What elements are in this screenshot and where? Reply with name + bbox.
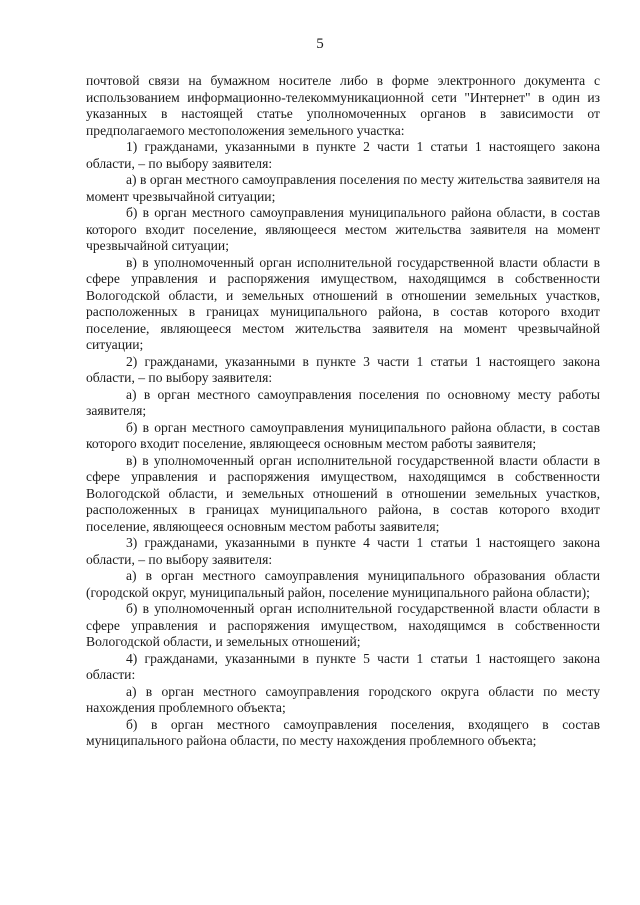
paragraph-item-4b: б) в орган местного самоуправления поселения, входящего в состав муниципального района области, по месту нахождения проблемного объекта; [86,716,600,748]
document-body [86,73,600,750]
paragraph-item-1v: в) в уполномоченный орган исполнительной государственной власти области в сфере управления и распоряжения имуществом, находящимся в собственности Вологодской области, и земельных отношений в отношении земельных участков, расположенных в границах муниципального района, в состав которого входит поселение, являющееся местом жительства заявителя на момент чрезвычайной ситуации; [86,254,600,352]
paragraph-intro-continuation: почтовой связи на бумажном носителе либо в форме электронного документа с использованием информационно-телекоммуникационной сети "Интернет" в один из указанных в настоящей статье уполномоченных органов в зависимости от предполагаемого местоположения земельного участка: [86,73,600,138]
paragraph-item-3a: а) в орган местного самоуправления муниципального образования области (городской округ, муниципальный район, поселение муниципального района области); [86,568,600,600]
paragraph-item-2b: б) в орган местного самоуправления муниципального района области, в состав которого входит поселение, являющееся основным местом работы заявителя; [86,419,600,451]
paragraph-item-2a: а) в орган местного самоуправления поселения по основному месту работы заявителя; [86,386,600,418]
paragraph-item-1b: б) в орган местного самоуправления муниципального района области, в состав которого входит поселение, являющееся местом жительства заявителя на момент чрезвычайной ситуации; [86,205,600,253]
page-number: 5 [316,36,324,52]
paragraph-item-2v: в) в уполномоченный орган исполнительной государственной власти области в сфере управления и распоряжения имуществом, находящимся в собственности Вологодской области, и земельных отношений в отношении земельных участков, расположенных в границах муниципального района, в состав которого входит поселение, являющееся основным местом работы заявителя; [86,452,600,534]
paragraph-item-3: 3) гражданами, указанными в пункте 4 части 1 статьи 1 настоящего закона области, – по выбору заявителя: [86,535,600,567]
paragraph-item-3b: б) в уполномоченный орган исполнительной государственной власти области в сфере управления и распоряжения имуществом, находящимся в собственности Вологодской области, и земельных отношений; [86,601,600,649]
paragraph-item-1a: а) в орган местного самоуправления поселения по месту жительства заявителя на момент чрезвычайной ситуации; [86,172,600,204]
paragraph-item-1: 1) гражданами, указанными в пункте 2 части 1 статьи 1 настоящего закона области, – по выбору заявителя: [86,139,600,171]
paragraph-item-4a: а) в орган местного самоуправления городского округа области по месту нахождения проблемного объекта; [86,683,600,715]
paragraph-item-2: 2) гражданами, указанными в пункте 3 части 1 статьи 1 настоящего закона области, – по выбору заявителя: [86,353,600,385]
paragraph-item-4: 4) гражданами, указанными в пункте 5 части 1 статьи 1 настоящего закона области: [86,650,600,682]
